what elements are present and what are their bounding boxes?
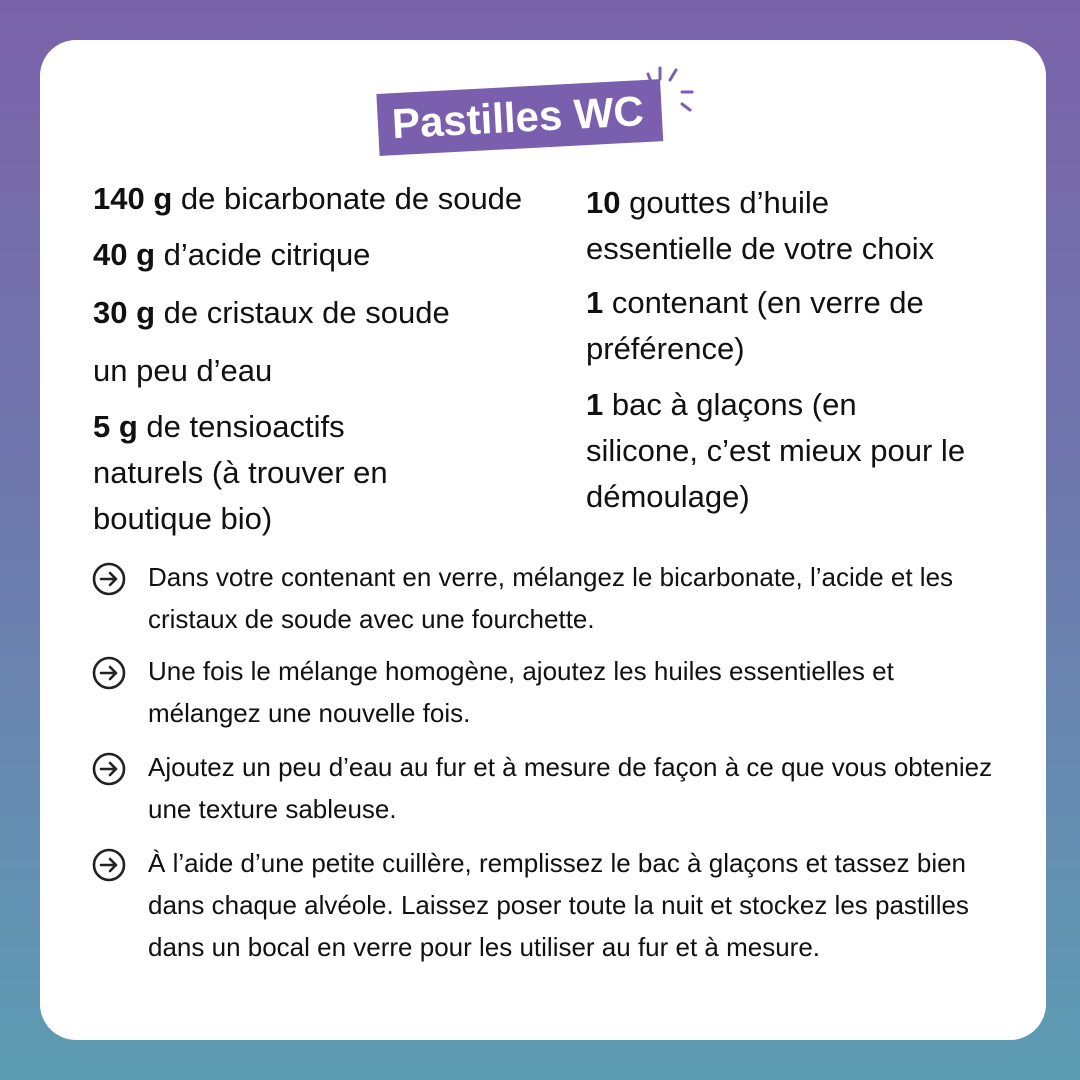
ingredient-text: de tensioactifs naturels (à trouver en boutique bio) bbox=[93, 409, 388, 536]
ingredient-text: contenant (en verre de préférence) bbox=[586, 285, 924, 366]
ingredient-quantity: 40 g bbox=[93, 237, 156, 272]
ingredient-quantity: 140 g bbox=[93, 181, 173, 216]
arrow-right-circle-icon bbox=[92, 562, 126, 596]
step-text: Dans votre contenant en verre, mélangez le bicarbonate, l’acide et les cristaux de soude avec une fourchette. bbox=[148, 562, 954, 634]
ingredient-quantity: 5 g bbox=[93, 409, 138, 444]
recipe-card bbox=[40, 40, 1046, 1040]
ingredient-quantity: 10 bbox=[586, 185, 621, 220]
ingredient-text: gouttes d’huile essentielle de votre choix bbox=[586, 185, 935, 266]
ingredient-item bbox=[93, 290, 563, 336]
ingredient-text: un peu d’eau bbox=[93, 353, 273, 388]
ingredient-item bbox=[586, 280, 976, 372]
ingredient-item bbox=[586, 180, 976, 272]
ingredient-text: de cristaux de soude bbox=[155, 295, 450, 330]
ingredient-text: de bicarbonate de soude bbox=[172, 181, 523, 216]
ingredient-quantity: 30 g bbox=[93, 295, 156, 330]
step-text: Ajoutez un peu d’eau au fur et à mesure de façon à ce que vous obteniez une texture sableuse. bbox=[148, 752, 993, 824]
arrow-right-circle-icon bbox=[92, 848, 126, 882]
ingredient-item bbox=[93, 348, 563, 394]
step-text: À l’aide d’une petite cuillère, remplissez le bac à glaçons et tassez bien dans chaque alvéole. Laissez poser toute la nuit et stockez les pastilles dans un bocal en verre pour les utiliser au fur et à mesure. bbox=[148, 848, 969, 962]
ingredient-quantity: 1 bbox=[586, 387, 604, 422]
ingredient-item bbox=[93, 176, 563, 222]
ingredients-list bbox=[93, 176, 993, 546]
step-text: Une fois le mélange homogène, ajoutez les huiles essentielles et mélangez une nouvelle fois. bbox=[148, 656, 894, 728]
arrow-right-circle-icon bbox=[92, 752, 126, 786]
ingredient-item bbox=[93, 232, 563, 278]
ingredient-item bbox=[93, 404, 423, 542]
ingredient-text: bac à glaçons (en silicone, c’est mieux pour le démoulage) bbox=[586, 387, 966, 514]
sparkle-icon bbox=[630, 62, 710, 142]
ingredient-quantity: 1 bbox=[586, 285, 604, 320]
ingredient-item bbox=[586, 382, 976, 520]
page-title: Pastilles WC bbox=[376, 79, 663, 156]
ingredient-text: d’acide citrique bbox=[155, 237, 371, 272]
arrow-right-circle-icon bbox=[92, 656, 126, 690]
